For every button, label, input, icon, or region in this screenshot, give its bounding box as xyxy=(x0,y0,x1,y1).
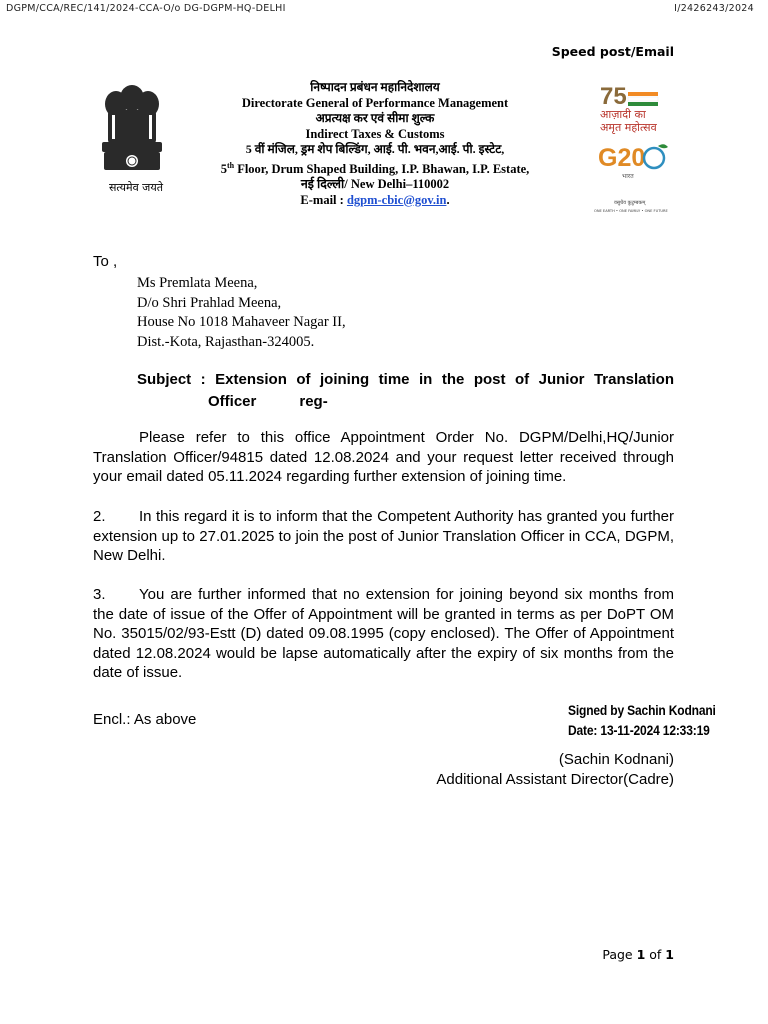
address-line: Ms Premlata Meena, xyxy=(137,275,258,291)
g20-logo-icon xyxy=(594,144,669,213)
city: नई दिल्ली/ New Delhi–110002 xyxy=(300,177,450,192)
g20-text: G20 xyxy=(598,144,646,172)
emblem-motto: सत्यमेव जयते xyxy=(108,181,163,194)
address-hindi: 5 वीं मंजिल, ड्रम शेप बिल्डिंग, आई. पी. भवन,आई. पी. इस्टेट, xyxy=(245,142,505,156)
department-english: Indirect Taxes & Customs xyxy=(305,126,445,141)
azadi-line2: अमृत महोत्सव xyxy=(600,121,657,134)
office-heading xyxy=(186,80,564,208)
g20-tagline-english: ONE EARTH • ONE FAMILY • ONE FUTURE xyxy=(594,209,668,213)
enclosure: Encl.: As above xyxy=(93,711,197,728)
g20-sub: भारत xyxy=(622,173,634,180)
email-line: E-mail : dgpm-cbic@gov.in. xyxy=(300,192,450,207)
subject-label: Subject : xyxy=(137,371,206,388)
speed-post-label: Speed post/Email xyxy=(551,44,674,59)
paragraph-2: 2. In this regard it is to inform that the Competent Authority has granted you further extension up to 27.01.2025 to join the post of Junior Translation Officer in CCA, DGPM, New Delhi. xyxy=(93,508,674,564)
subject xyxy=(137,369,674,413)
file-number: I/2426243/2024 xyxy=(674,3,754,14)
subject-text-line2: Officer xyxy=(208,393,257,410)
office-name-english: Directorate General of Performance Management xyxy=(241,95,509,110)
subject-text-line1: Extension of joining time in the post of Junior Translation xyxy=(215,371,674,388)
address-line: D/o Shri Prahlad Meena, xyxy=(137,294,282,311)
logos-panel xyxy=(592,82,684,214)
azadi-number: 75 xyxy=(600,83,627,110)
paragraph-3: 3. You are further informed that no extension for joining beyond six months from the date of issue of the Offer of Appointment will be granted in terms as per DoPT OM No. 35015/02/93-Estt (D) dated 09.08.1995 (copy enclosed). The Offer of Appointment dated 12.08.2024 would be lapse automatically after the expiry of six months from the date of issue. xyxy=(93,586,674,681)
file-reference: DGPM/CCA/REC/141/2024-CCA-O/o DG-DGPM-HQ-DELHI xyxy=(6,3,286,14)
page-number: Page 1 of 1 xyxy=(602,947,674,962)
signatory-designation: Additional Assistant Director(Cadre) xyxy=(436,771,674,788)
paragraph-1: Please refer to this office Appointment Order No. DGPM/Delhi,HQ/Junior Translation Officer/94815 dated 12.08.2024 and your request letter received through your email dated 05.11.2024 regarding further extension of joining time. xyxy=(93,429,674,485)
digital-signature xyxy=(568,700,716,740)
azadi-logo-icon xyxy=(600,83,658,134)
signature-date: Date: 13-11-2024 12:33:19 xyxy=(568,722,710,738)
national-emblem-icon xyxy=(92,80,172,196)
g20-tagline-hindi: वसुधैव कुटुम्बकम् xyxy=(614,200,646,206)
department-hindi: अप्रत्यक्ष कर एवं सीमा शुल्क xyxy=(315,111,435,125)
signed-by: Signed by Sachin Kodnani xyxy=(568,702,716,718)
address-english: 5th Floor, Drum Shaped Building, I.P. Bhawan, I.P. Estate, xyxy=(220,160,530,176)
to-label: To , xyxy=(93,253,118,270)
signatory xyxy=(436,750,674,790)
address-line: House No 1018 Mahaveer Nagar II, xyxy=(137,314,346,330)
azadi-line1: आज़ादी का xyxy=(600,108,646,121)
email-link[interactable]: dgpm-cbic@gov.in xyxy=(346,192,447,207)
office-name-hindi: निष्पादन प्रबंधन महानिदेशालय xyxy=(310,80,440,94)
address-line: Dist.-Kota, Rajasthan-324005. xyxy=(137,333,315,350)
recipient-address xyxy=(137,274,346,352)
signatory-name: (Sachin Kodnani) xyxy=(558,751,674,768)
subject-reg: reg- xyxy=(299,393,328,410)
